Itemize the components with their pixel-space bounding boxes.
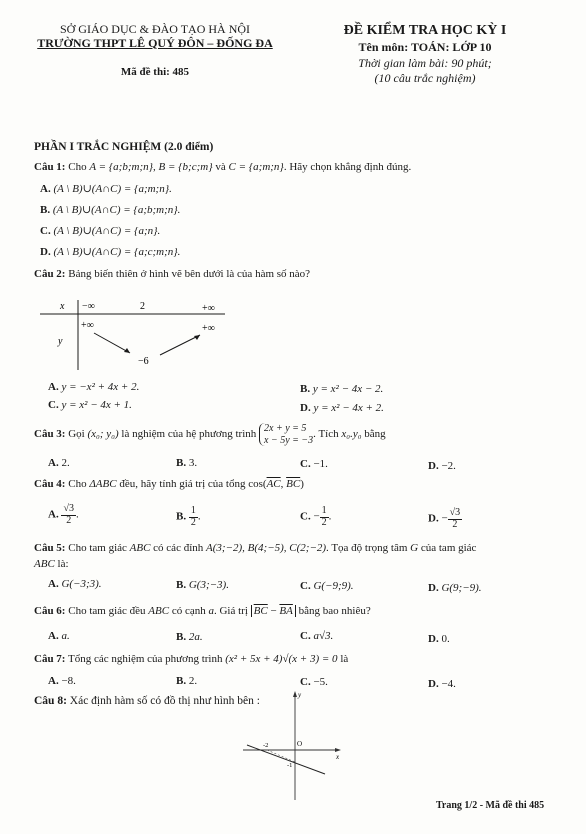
question-label: Câu 1: xyxy=(34,161,66,173)
question-label: Câu 4: xyxy=(34,478,66,490)
option-label: D. xyxy=(300,402,311,414)
question-label: Câu 6: xyxy=(34,605,66,617)
y-left-value: +∞ xyxy=(81,320,94,331)
option-label: B. xyxy=(176,510,187,523)
set-a: A = {a;b;m;n}, xyxy=(89,161,156,173)
side-length: a xyxy=(208,605,214,617)
q2-option-c[interactable] xyxy=(48,399,132,413)
triangle-name: ABC xyxy=(148,605,170,617)
equation-1: 2x + y = 5 xyxy=(264,423,307,434)
solution-pair: (x₀; y₀) xyxy=(87,428,119,441)
option-label: D. xyxy=(40,246,51,258)
q5-option-c[interactable] xyxy=(300,580,354,594)
question-text: của tam giác xyxy=(420,542,477,554)
q7-option-a[interactable] xyxy=(48,675,76,689)
question-text: Tổng các nghiệm của phương trình xyxy=(68,653,223,665)
vector-ba: $\overline{BA}$ xyxy=(279,605,293,617)
question-text: . Hãy chọn khẳng định đúng. xyxy=(283,161,412,173)
option-prefix: − xyxy=(441,512,448,525)
question-text: và xyxy=(215,161,226,173)
question-text: là: xyxy=(57,558,69,570)
option-suffix: . xyxy=(197,510,201,523)
option-label: C. xyxy=(300,630,311,642)
option-label: D. xyxy=(428,633,439,645)
fraction xyxy=(61,504,76,526)
set-b: B = {b;c;m} xyxy=(158,161,213,173)
option-expr: 3. xyxy=(188,457,198,469)
option-expr: G(3;−3). xyxy=(188,579,229,591)
option-suffix: . xyxy=(328,510,332,523)
time-line: Thời gian làm bài: 90 phút; xyxy=(358,56,492,70)
question-5 xyxy=(34,542,476,556)
q5-option-d[interactable] xyxy=(428,582,482,596)
question-text: Bảng biến thiên ở hình vẽ bên dưới là của hàm số nào? xyxy=(68,268,311,280)
x-pos-inf: +∞ xyxy=(202,303,215,314)
question-text: Xác định hàm số có đồ thị như hình bên : xyxy=(69,695,260,707)
question-text: Cho tam giác đều xyxy=(68,605,146,617)
q2-option-b[interactable] xyxy=(300,383,383,397)
question-text: có cạnh xyxy=(171,605,206,617)
question-6 xyxy=(34,605,371,619)
question-text: . Giá trị xyxy=(213,605,248,617)
x-axis-arrow xyxy=(335,748,341,752)
school-department: SỞ GIÁO DỤC & ĐÀO TẠO HÀ NỘI xyxy=(59,22,251,36)
q4-option-d[interactable] xyxy=(428,508,462,530)
y-label: y xyxy=(58,336,63,347)
option-label: C. xyxy=(300,676,311,688)
section-title: PHẦN I TRẮC NGHIỆM (2.0 điểm) xyxy=(34,141,214,153)
question-text: là nghiệm của hệ phương trình xyxy=(121,428,257,441)
denominator: 2 xyxy=(452,518,458,530)
vector-difference-abs xyxy=(251,605,296,617)
vector-ac: $\overline{AC}$ xyxy=(266,478,281,490)
q5-option-a[interactable] xyxy=(48,578,102,592)
option-expr: 2. xyxy=(188,675,198,687)
fraction xyxy=(320,506,329,528)
graph-origin-label: O xyxy=(297,740,303,748)
option-label: A. xyxy=(48,457,59,469)
question-3 xyxy=(34,423,386,446)
increasing-arrow xyxy=(160,335,200,355)
numerator: 1 xyxy=(321,505,327,516)
question-text: Cho xyxy=(68,161,87,173)
option-expr: y = x² − 4x + 2. xyxy=(313,402,384,414)
x-label: x xyxy=(60,301,65,312)
option-label: C. xyxy=(300,510,311,523)
variation-table xyxy=(40,292,240,372)
graph-line xyxy=(247,745,325,774)
q7-option-d[interactable] xyxy=(428,678,456,692)
question-count: (10 câu trắc nghiệm) xyxy=(374,71,476,85)
exam-code: Mã đề thi: 485 xyxy=(120,66,190,78)
question-7 xyxy=(34,653,348,667)
option-label: B. xyxy=(300,383,311,395)
option-expr: −8. xyxy=(61,675,76,687)
vertex-coordinates: A(3;−2), B(4;−5), C(2;−2) xyxy=(206,542,327,554)
option-label: B. xyxy=(40,204,51,216)
numerator: √3 xyxy=(449,507,461,518)
equation-system xyxy=(259,423,313,446)
y-axis-arrow xyxy=(293,691,297,697)
option-label: A. xyxy=(48,578,59,590)
option-expr: −5. xyxy=(313,676,328,688)
option-label: A. xyxy=(48,675,59,687)
graph-x-tick: -2 xyxy=(263,742,269,749)
option-expr: y = x² − 4x − 2. xyxy=(312,383,384,395)
question-text: Cho tam giác xyxy=(68,542,127,554)
option-expr: 0. xyxy=(441,633,450,645)
q6-option-c[interactable] xyxy=(300,630,333,644)
vector-bc: $\overline{BC}$ xyxy=(286,478,301,490)
subject-line: Tên môn: TOÁN: LỚP 10 xyxy=(358,40,492,54)
option-expr: y = −x² + 4x + 2. xyxy=(61,381,140,393)
triangle-name: ABC xyxy=(129,542,151,554)
x-vertex: 2 xyxy=(140,301,145,312)
option-label: C. xyxy=(48,399,59,411)
question-text: Gọi xyxy=(68,428,85,441)
function-graph xyxy=(225,688,350,803)
q3-option-d[interactable] xyxy=(428,460,456,474)
graph-y-tick: -1 xyxy=(287,762,293,769)
y-right-value: +∞ xyxy=(202,323,215,334)
option-label: D. xyxy=(428,582,439,594)
q1-option-b[interactable] xyxy=(40,204,180,218)
q7-option-b[interactable] xyxy=(176,675,197,689)
q6-option-b[interactable] xyxy=(176,631,203,645)
denominator: 2 xyxy=(66,514,72,526)
q3-option-c[interactable] xyxy=(300,458,328,472)
numerator: 1 xyxy=(190,505,196,516)
option-label: A. xyxy=(40,183,51,195)
question-label: Câu 3: xyxy=(34,428,66,441)
page-footer: Trang 1/2 - Mã đề thi 485 xyxy=(436,800,545,811)
cos-open: cos( xyxy=(248,478,267,490)
q3-option-a[interactable] xyxy=(48,457,70,471)
option-prefix: − xyxy=(313,510,320,523)
graph-x-label: x xyxy=(336,753,340,761)
triangle-name: ΔABC xyxy=(89,478,117,490)
equation: (x² + 5x + 4)√(x + 3) = 0 xyxy=(225,653,338,665)
q1-option-c[interactable] xyxy=(40,225,160,239)
option-label: B. xyxy=(176,631,187,643)
option-label: D. xyxy=(428,512,439,525)
option-label: B. xyxy=(176,457,187,469)
option-expr: G(9;−9). xyxy=(441,582,482,594)
vector-bc: $\overline{BC}$ xyxy=(253,605,268,617)
question-text: bằng xyxy=(364,428,386,441)
option-expr: (A \ B)∪(A∩C) = {a;m;n}. xyxy=(53,183,172,195)
option-expr: 2. xyxy=(61,457,70,469)
centroid-name: G xyxy=(410,542,419,554)
numerator: √3 xyxy=(63,503,74,514)
option-expr: (A \ B)∪(A∩C) = {a;n}. xyxy=(53,225,161,237)
option-expr: −2. xyxy=(441,460,456,472)
graph-y-label: y xyxy=(298,691,302,699)
cos-close: ) xyxy=(300,478,304,490)
question-label: Câu 5: xyxy=(34,542,66,554)
fraction xyxy=(189,506,198,528)
q2-option-d[interactable] xyxy=(300,402,384,416)
minus-sign: − xyxy=(267,605,280,617)
denominator: 2 xyxy=(190,516,196,528)
product-expr: x₀.y₀ xyxy=(341,428,362,441)
exam-title: ĐỀ KIỂM TRA HỌC KỲ I xyxy=(343,23,507,38)
option-label: D. xyxy=(428,678,439,690)
q2-option-a[interactable] xyxy=(48,381,139,395)
q5-option-b[interactable] xyxy=(176,579,229,593)
option-label: A. xyxy=(48,630,59,642)
q1-option-d[interactable] xyxy=(40,246,180,260)
question-text: . Tọa độ trọng tâm xyxy=(326,542,408,554)
question-label: Câu 7: xyxy=(34,653,66,665)
option-expr: −4. xyxy=(441,678,456,690)
set-c: C = {a;m;n} xyxy=(228,161,284,173)
option-label: A. xyxy=(48,381,59,393)
option-expr: a. xyxy=(61,630,70,642)
option-expr: 2a. xyxy=(188,631,203,643)
option-suffix: . xyxy=(75,508,79,521)
option-expr: −1. xyxy=(313,458,328,470)
x-neg-inf: −∞ xyxy=(82,301,95,312)
question-5-line-2 xyxy=(34,558,69,572)
option-expr: (A \ B)∪(A∩C) = {a;b;m;n}. xyxy=(52,204,181,216)
question-text: . Tích xyxy=(313,428,339,441)
question-4 xyxy=(34,478,304,492)
option-label: D. xyxy=(428,460,439,472)
question-2 xyxy=(34,268,310,282)
q6-option-a[interactable] xyxy=(48,630,70,644)
q1-option-a[interactable] xyxy=(40,183,172,197)
option-label: C. xyxy=(40,225,51,237)
option-expr: G(−3;3). xyxy=(61,578,102,590)
guide-line xyxy=(267,750,295,762)
question-label: Câu 8: xyxy=(34,695,67,707)
option-label: A. xyxy=(48,508,59,521)
option-label: C. xyxy=(300,580,311,592)
question-text: Cho xyxy=(68,478,87,490)
q4-option-b[interactable] xyxy=(176,506,201,528)
triangle-name: ABC xyxy=(34,558,55,570)
option-expr: y = x² − 4x + 1. xyxy=(61,399,132,411)
question-text: bằng bao nhiêu? xyxy=(298,605,371,617)
cos-expr: $\cos(\overline{AC}$, $\overline{BC}$) xyxy=(248,478,304,490)
equation-2: x − 5y = −3 xyxy=(264,434,314,446)
option-expr: a√3. xyxy=(313,630,334,642)
question-text: là xyxy=(340,653,349,665)
question-text: có các đỉnh xyxy=(153,542,204,554)
school-name: TRƯỜNG THPT LÊ QUÝ ĐÔN – ĐỐNG ĐA xyxy=(37,36,273,50)
y-min-value: −6 xyxy=(138,356,149,367)
q4-option-a[interactable] xyxy=(48,504,79,526)
decreasing-arrow xyxy=(94,333,130,353)
q3-option-b[interactable] xyxy=(176,457,197,471)
q4-option-c[interactable] xyxy=(300,506,331,528)
option-label: B. xyxy=(176,579,187,591)
question-label: Câu 2: xyxy=(34,268,66,280)
option-label: B. xyxy=(176,675,187,687)
option-expr: G(−9;9). xyxy=(313,580,354,592)
question-1 xyxy=(34,161,411,175)
denominator: 2 xyxy=(321,516,327,528)
option-label: C. xyxy=(300,458,311,470)
question-text: đều, hãy tính giá trị của tổng xyxy=(119,478,246,490)
fraction xyxy=(448,508,463,530)
option-expr: (A \ B)∪(A∩C) = {a;c;m;n}. xyxy=(53,246,181,258)
q6-option-d[interactable] xyxy=(428,633,450,647)
